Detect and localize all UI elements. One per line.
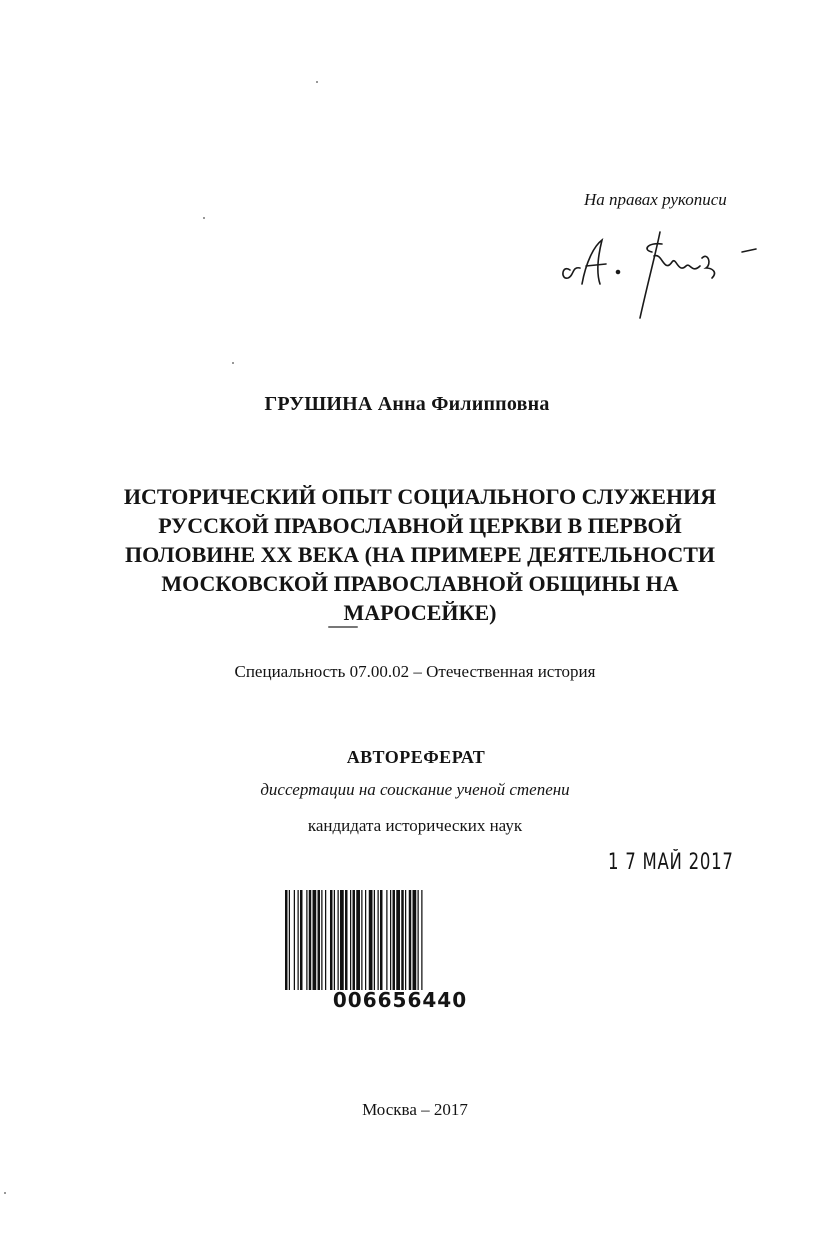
scan-speck — [4, 1192, 6, 1194]
barcode-bar — [338, 890, 339, 990]
manuscript-note: На правах рукописи — [584, 190, 727, 209]
barcode-bar — [418, 890, 419, 990]
barcode-bar — [365, 890, 366, 990]
barcode-bar — [300, 890, 303, 990]
title-line: ПОЛОВИНЕ XX ВЕКА (НА ПРИМЕРЕ ДЕЯТЕЛЬНОСТИ — [124, 542, 716, 567]
barcode-bar — [390, 890, 391, 990]
barcode-bar — [401, 890, 404, 990]
barcode-bar — [380, 890, 383, 990]
barcode-bar — [294, 890, 295, 990]
barcode-bar — [369, 890, 373, 990]
barcode-bar — [413, 890, 417, 990]
title-line: ИСТОРИЧЕСКИЙ ОПЫТ СОЦИАЛЬНОГО СЛУЖЕНИЯ — [123, 484, 717, 509]
date-stamp: 1 7 МАЙ 2017 — [608, 850, 734, 875]
barcode-bar — [309, 890, 312, 990]
barcode-bar — [396, 890, 400, 990]
title-line: РУССКОЙ ПРАВОСЛАВНОЙ ЦЕРКВИ В ПЕРВОЙ — [158, 513, 682, 538]
document-type: АВТОРЕФЕРАТ — [346, 747, 486, 767]
title-line: МОСКОВСКОЙ ПРАВОСЛАВНОЙ ОБЩИНЫ НА — [161, 571, 679, 596]
specialty-line: Специальность 07.00.02 – Отечественная история — [234, 662, 596, 681]
scan-speck — [316, 81, 318, 83]
barcode-bar — [340, 890, 344, 990]
barcode-bar — [409, 890, 412, 990]
barcode-bar — [361, 890, 362, 990]
barcode-bar — [313, 890, 317, 990]
scan-speck — [203, 217, 205, 219]
barcode-bar — [289, 890, 290, 990]
barcode-bar — [378, 890, 379, 990]
degree-line: кандидата исторических наук — [307, 816, 523, 835]
barcode-bar — [345, 890, 348, 990]
barcode-bar — [386, 890, 387, 990]
barcode-bar — [421, 890, 422, 990]
barcode-bar — [356, 890, 360, 990]
barcode — [285, 890, 517, 990]
barcode-bar — [330, 890, 333, 990]
barcode-bar — [321, 890, 322, 990]
barcode-bar — [350, 890, 351, 990]
barcode-bar — [393, 890, 396, 990]
barcode-bar — [374, 890, 375, 990]
barcode-number: 006656440 — [332, 988, 468, 1012]
author-name: ГРУШИНА Анна Филипповна — [264, 393, 550, 415]
scan-speck — [232, 362, 234, 364]
title-line: МАРОСЕЙКЕ) — [343, 600, 497, 625]
barcode-bar — [325, 890, 326, 990]
city-year: Москва – 2017 — [362, 1100, 468, 1119]
author-signature — [552, 222, 772, 322]
scan-speck — [328, 626, 358, 628]
barcode-bar — [405, 890, 406, 990]
barcode-bar — [285, 890, 288, 990]
barcode-bar — [318, 890, 321, 990]
barcode-bar — [353, 890, 356, 990]
barcode-bar — [306, 890, 307, 990]
barcode-bar — [334, 890, 335, 990]
dissertation-title — [80, 482, 760, 627]
barcode-bar — [298, 890, 299, 990]
dissertation-line: диссертации на соискание ученой степени — [260, 780, 570, 799]
